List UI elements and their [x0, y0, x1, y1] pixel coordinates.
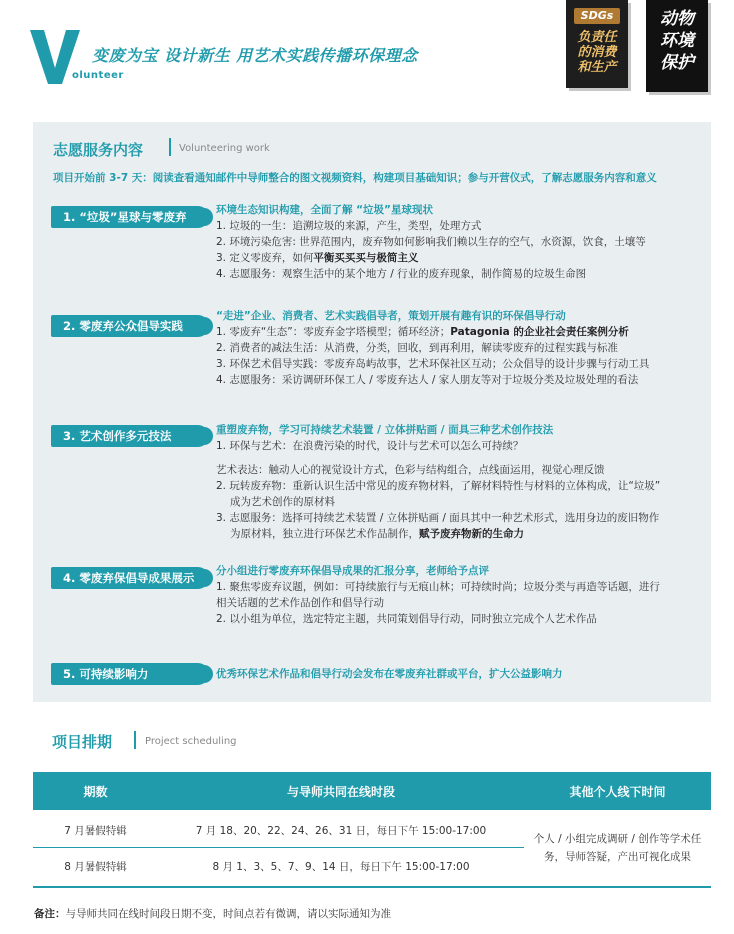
sdg-badge-line: 和生产	[577, 60, 617, 75]
table-row	[33, 810, 711, 847]
service-panel	[33, 122, 711, 702]
schedule-title-en: Project scheduling	[145, 736, 237, 747]
table-header-row	[33, 772, 711, 810]
service-title-en: Volunteering work	[179, 143, 270, 154]
section-block-1	[216, 202, 701, 282]
section-pill-3: 3. 艺术创作多元技法	[51, 425, 209, 447]
section-line: 成为艺术创作的原材料	[230, 496, 335, 508]
table-header-cell: 期数	[33, 772, 158, 810]
service-title: 志愿服务内容	[53, 141, 144, 159]
section-pill-4: 4. 零废弃保倡导成果展示	[51, 567, 209, 589]
section-line: 1. 垃圾的一生：追溯垃圾的来源，产生，类型，处理方式	[216, 220, 482, 232]
table-cell-offline: 个人 / 小组完成调研 / 创作等学术任务，导师答疑，产出可视化成果	[524, 810, 711, 887]
service-intro: 项目开始前 3-7 天：阅读查看通知邮件中导师整合的图文视频资料，构建项目基础知识；参与开营仪式，了解志愿服务内容和意义	[53, 172, 657, 184]
sdg-badge-line: 的消费	[577, 45, 617, 60]
section-line: 1. 聚焦零废弃议题，例如：可持续旅行与无痕山林；可持续时尚；垃圾分类与再造等话题，进行	[216, 581, 660, 593]
section-heading: 重塑废弃物，学习可持续艺术装置 / 立体拼贴画 / 面具三种艺术创作技法	[216, 424, 554, 436]
footnote-label: 备注：	[34, 908, 66, 920]
section-line: 3. 环保艺术倡导实践：零废弃岛屿故事，艺术环保社区互动；公众倡导的设计步骤与行动工具	[216, 358, 650, 370]
section-line: 4. 志愿服务：观察生活中的某个地方 / 行业的废弃现象，制作简易的垃圾生命图	[216, 268, 587, 280]
section-block-2	[216, 308, 701, 388]
section-heading: “走进”企业、消费者、艺术实践倡导者，策划开展有趣有识的环保倡导行动	[216, 310, 566, 322]
table-cell-online: 8 月 1、3、5、7、9、14 日，每日下午 15:00-17:00	[158, 847, 524, 887]
section-line: 2. 消费者的减法生活：从消费，分类，回收，到再利用，解读零废弃的过程实践与标准	[216, 342, 618, 354]
title-divider	[169, 138, 171, 156]
section-block-5	[216, 666, 701, 682]
animal-badge-line: 环境	[660, 31, 694, 51]
emphasis-text: 平衡买买买与极简主义	[313, 252, 419, 264]
section-line: 3. 定义零废弃，如何平衡买买买与极简主义	[216, 252, 419, 264]
section-line: 2. 玩转废弃物：重新认识生活中常见的废弃物材料，了解材料特性与材料的立体构成，让“垃圾”	[216, 480, 661, 492]
table-header-cell: 其他个人线下时间	[524, 772, 711, 810]
footnote-text: 与导师共同在线时间段日期不变，时间点若有微调，请以实际通知为准	[65, 908, 391, 920]
sdg-badge-line: 负责任	[577, 30, 617, 45]
title-divider	[134, 731, 136, 749]
section-line: 4. 志愿服务：采访调研环保工人 / 零废弃达人 / 家人朋友等对于垃圾分类及垃圾处理的看法	[216, 374, 639, 386]
section-line: 2. 以小组为单位，选定特定主题，共同策划倡导行动，同时独立完成个人艺术作品	[216, 613, 597, 625]
section-line: 1. 环保与艺术：在浪费污染的时代，设计与艺术可以怎么可持续？	[216, 440, 524, 452]
section-block-4	[216, 563, 701, 627]
header-title: 变废为宝 设计新生 用艺术实践传播环保理念	[92, 46, 418, 65]
section-heading: 环境生态知识构建，全面了解 “垃圾”星球现状	[216, 204, 433, 216]
section-line: 1. 零废弃“生态”：零废弃金字塔模型；循环经济；Patagonia 的企业社会责任案例分析	[216, 326, 629, 338]
section-line: 3. 志愿服务：选择可持续艺术装置 / 立体拼贴画 / 面具其中一种艺术形式，选用身边的废旧物作	[216, 512, 660, 524]
sdg-badge	[566, 0, 628, 88]
section-heading: 优秀环保艺术作品和倡导行动会发布在零废弃社群或平台，扩大公益影响力	[216, 668, 563, 680]
section-line: 相关话题的艺术作品创作和倡导行动	[216, 597, 384, 609]
section-block-3	[216, 422, 701, 542]
section-line: 艺术表达：触动人心的视觉设计方式，色彩与结构组合，点线面运用，视觉心理反馈	[216, 464, 605, 476]
schedule-title: 项目排期	[52, 733, 113, 751]
sdg-badge-top: SDGs	[574, 8, 620, 24]
section-line: 2. 环境污染危害: 世界范围内，废弃物如何影响我们赖以生存的空气，水资源，饮食，土壤等	[216, 236, 646, 248]
table-header-cell: 与导师共同在线时段	[158, 772, 524, 810]
logo-subtext: olunteer	[72, 70, 124, 81]
footnote	[34, 906, 391, 921]
table-cell-online: 7 月 18、20、22、24、26、31 日，每日下午 15:00-17:00	[158, 810, 524, 847]
section-pill-2: 2. 零废弃公众倡导实践	[51, 315, 209, 337]
emphasis-text: 赋予废弃物新的生命力	[419, 528, 524, 540]
emphasis-text: Patagonia 的企业社会责任案例分析	[450, 326, 629, 338]
section-pill-1: 1. “垃圾”星球与零废弃	[51, 206, 209, 228]
table-cell-period: 8 月暑假特辑	[33, 847, 158, 887]
section-heading: 分小组进行零废弃环保倡导成果的汇报分享，老师给予点评	[216, 565, 489, 577]
section-line: 为原材料，独立进行环保艺术作品制作，赋予废弃物新的生命力	[230, 528, 524, 540]
animal-badge-line: 动物	[660, 9, 694, 29]
animal-badge-line: 保护	[660, 53, 694, 73]
schedule-table	[33, 772, 711, 888]
section-pill-5: 5. 可持续影响力	[51, 663, 209, 685]
animal-badge	[646, 0, 708, 92]
table-cell-period: 7 月暑假特辑	[33, 810, 158, 847]
